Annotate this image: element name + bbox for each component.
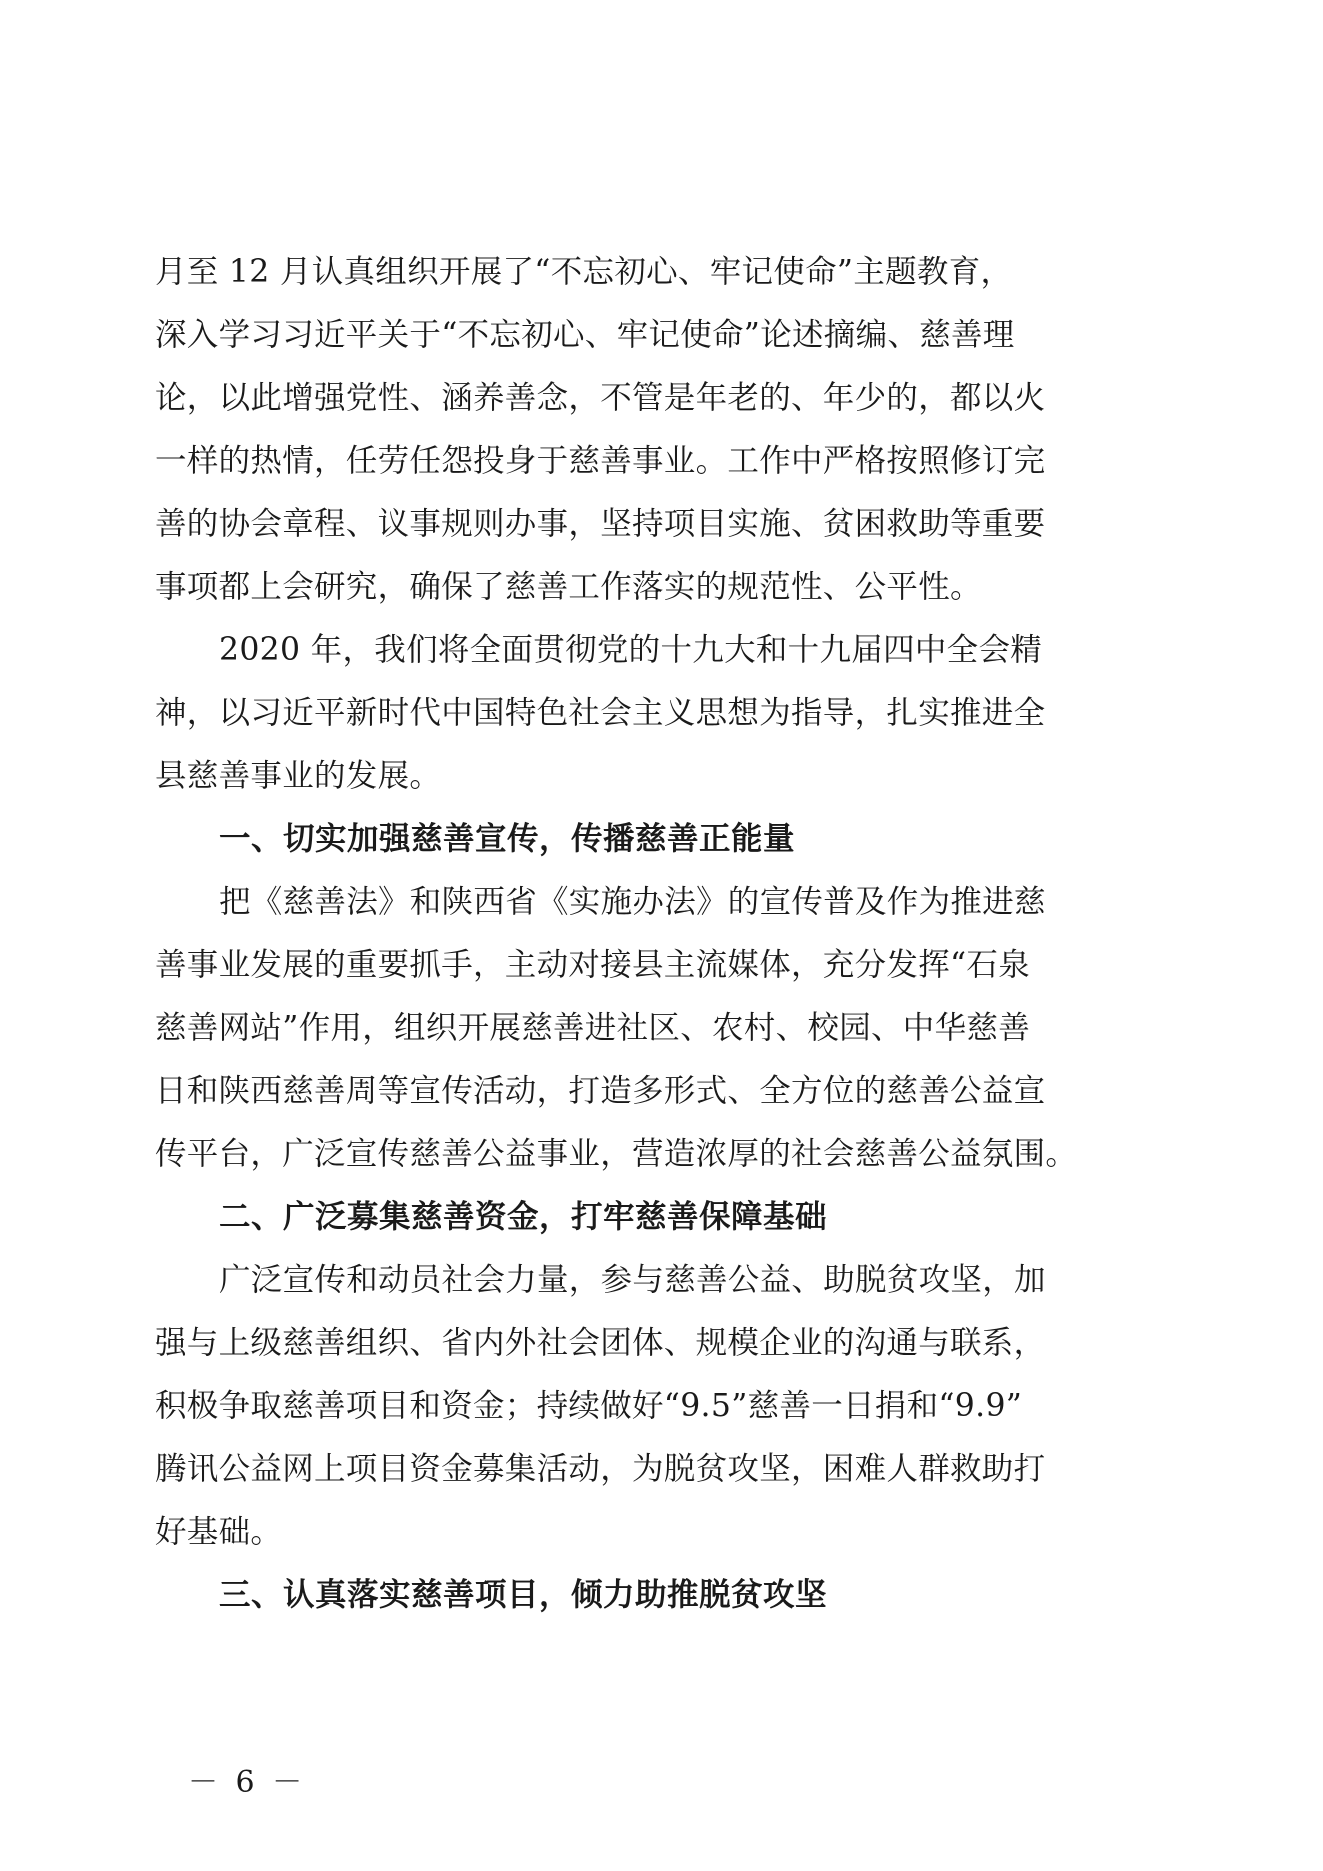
text-line: 传平台，广泛宣传慈善公益事业，营造浓厚的社会慈善公益氛围。 xyxy=(155,1136,1078,1172)
text-line: 把《慈善法》和陕西省《实施办法》的宣传普及作为推进慈 xyxy=(219,884,1046,920)
text-line: 日和陕西慈善周等宣传活动，打造多形式、全方位的慈善公益宣 xyxy=(155,1073,1046,1109)
text-line: 慈善网站”作用，组织开展慈善进社区、农村、校园、中华慈善 xyxy=(155,1010,1031,1046)
text-line: 好基础。 xyxy=(155,1514,283,1550)
body-text xyxy=(155,241,1155,1627)
text-line: 善事业发展的重要抓手，主动对接县主流媒体，充分发挥“石泉 xyxy=(155,947,1031,983)
text-line: 2020 年，我们将全面贯彻党的十九大和十九届四中全会精 xyxy=(219,632,1043,668)
section-heading: 三、认真落实慈善项目，倾力助推脱贫攻坚 xyxy=(219,1577,828,1613)
text-line: 腾讯公益网上项目资金募集活动，为脱贫攻坚，困难人群救助打 xyxy=(155,1451,1046,1487)
text-line: 神，以习近平新时代中国特色社会主义思想为指导，扎实推进全 xyxy=(155,695,1046,731)
text-line: 积极争取慈善项目和资金；持续做好“9.5”慈善一日捐和“9.9” xyxy=(155,1388,1023,1424)
text-line: 月至 12 月认真组织开展了“不忘初心、牢记使命”主题教育， xyxy=(155,254,1013,290)
section-heading: 一、切实加强慈善宣传，传播慈善正能量 xyxy=(219,821,796,857)
text-line: 善的协会章程、议事规则办事，坚持项目实施、贫困救助等重要 xyxy=(155,506,1046,542)
text-line: 事项都上会研究，确保了慈善工作落实的规范性、公平性。 xyxy=(155,569,982,605)
page-number: － 6 － xyxy=(188,1765,307,1800)
text-line: 广泛宣传和动员社会力量，参与慈善公益、助脱贫攻坚，加 xyxy=(219,1262,1046,1298)
text-line: 一样的热情，任劳任怨投身于慈善事业。工作中严格按照修订完 xyxy=(155,443,1046,479)
text-line: 深入学习习近平关于“不忘初心、牢记使命”论述摘编、慈善理 xyxy=(155,317,1015,353)
text-line: 论，以此增强党性、涵养善念，不管是年老的、年少的，都以火 xyxy=(155,380,1046,416)
text-line: 县慈善事业的发展。 xyxy=(155,758,442,794)
section-heading: 二、广泛募集慈善资金，打牢慈善保障基础 xyxy=(219,1199,828,1235)
text-line: 强与上级慈善组织、省内外社会团体、规模企业的沟通与联系， xyxy=(155,1325,1046,1361)
